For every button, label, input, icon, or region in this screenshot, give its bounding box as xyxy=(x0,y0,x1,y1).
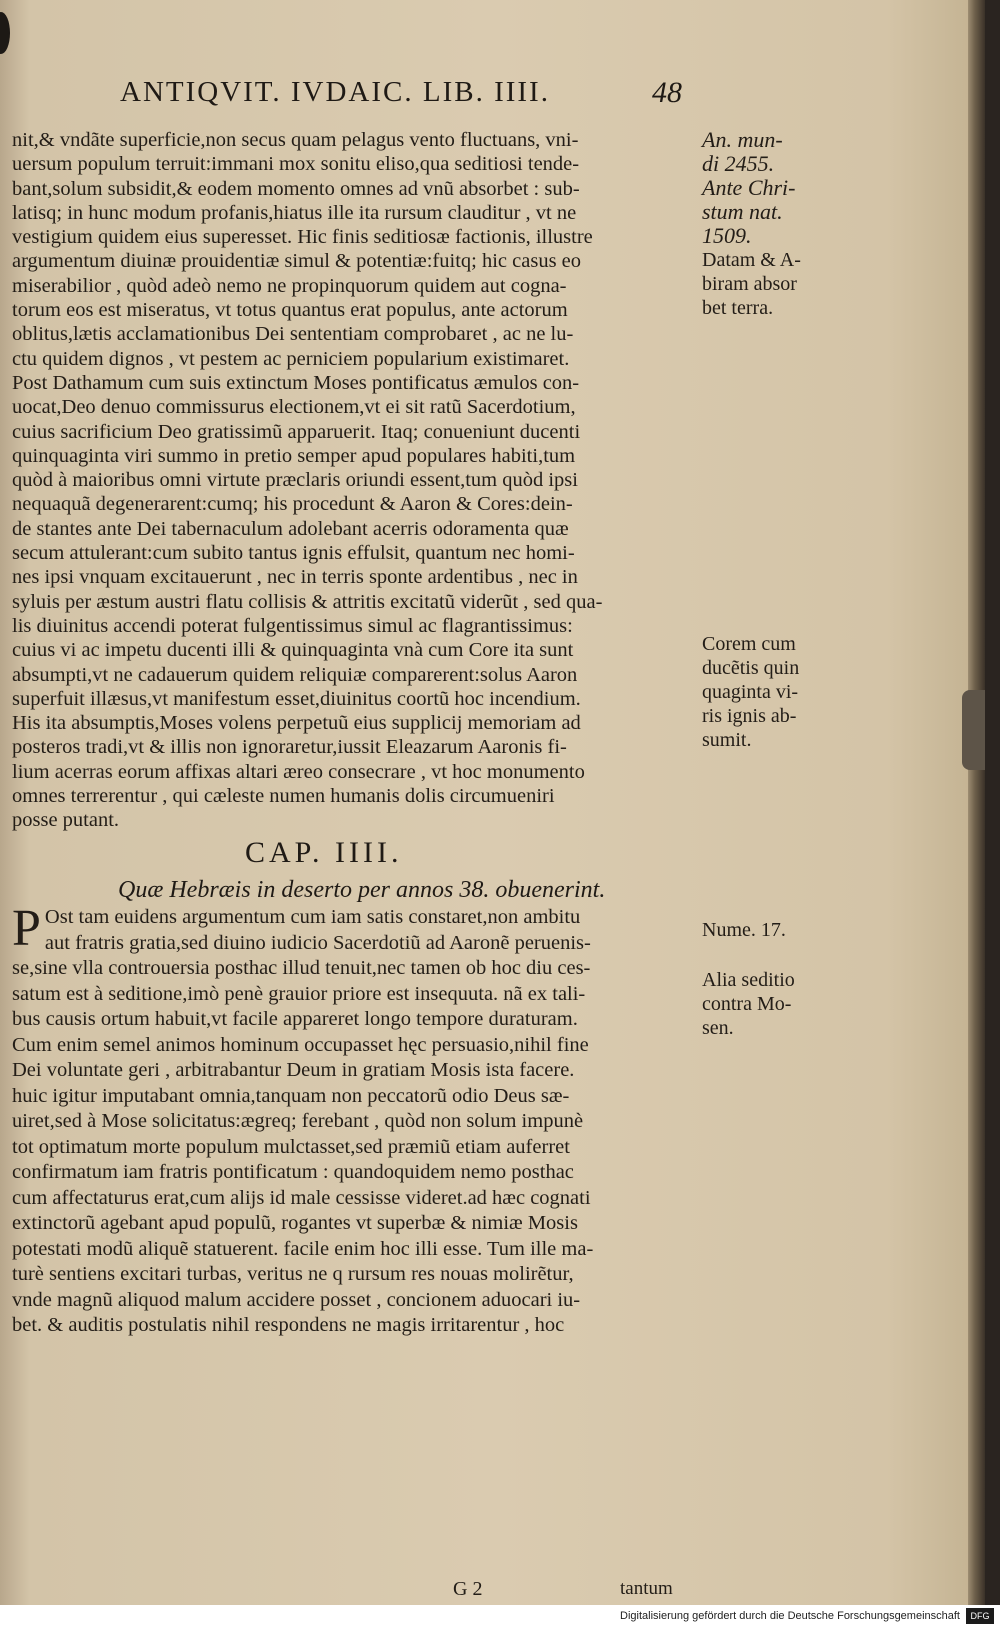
text-line: vestigium quidem eius superesset. Hic finis seditiosæ factionis, illustre xyxy=(12,226,593,249)
margin-note-line: ris ignis ab- xyxy=(702,705,797,727)
folio-number: 48 xyxy=(652,76,682,109)
text-line: absumpti,vt ne cadauerum quidem reliquiæ comparerent:solus Aaron xyxy=(12,663,578,686)
margin-note-line: ducẽtis quin xyxy=(702,657,800,679)
margin-notes-2 xyxy=(702,632,832,752)
text-line: quòd à maioribus omni virtute præclaris oriundi essent,tum quòd ipsi xyxy=(12,469,578,492)
drop-capital: P xyxy=(12,900,41,957)
text-line: aut fratris gratia,sed diuino iudicio Sacerdotiũ ad Aaronẽ peruenis- xyxy=(44,931,591,954)
text-line: cuius sacrificium Deo gratissimũ apparuerit. Itaq; conueniunt ducenti xyxy=(12,420,581,443)
text-line: Cum enim semel animos hominum occupasset hęc persuasio,nihil fine xyxy=(12,1033,589,1056)
chapter-subtitle: Quæ Hebræis in deserto per annos 38. obuenerint. xyxy=(118,877,606,903)
text-line: posteros tradi,vt & illis non ignoraretur,iussit Eleazarum Aaronis fi- xyxy=(12,736,567,759)
text-line: uiret,sed à Mose solicitatus:ægreq; ferebant , quòd non solum impunè xyxy=(12,1110,584,1132)
text-line: vnde magnũ aliquod malum accidere posset , concionem aduocari iu- xyxy=(12,1288,581,1311)
margin-note-line: quaginta vi- xyxy=(702,681,799,703)
binding-shadow xyxy=(0,12,10,54)
text-line: de stantes ante Dei tabernaculum adolebant acerris odoramenta quæ xyxy=(12,517,569,540)
text-line: torum eos est miseratus, vt totus quantus erat populus, ante actorum xyxy=(12,299,568,322)
text-line: cum affectaturus erat,cum alijs id male cessisse videret.ad hæc cognati xyxy=(12,1186,591,1209)
text-line: nequaquã degenerarent:cumq; his procedunt & Aaron & Cores:dein- xyxy=(12,493,573,516)
text-line: quinquaginta viri summo in pretio semper apud populares habiti,tum xyxy=(12,444,576,467)
dfg-logo: DFG xyxy=(966,1608,994,1624)
text-line: syluis per æstum austri flatu collisis & attritis excitatũ viderũt , sed qua- xyxy=(12,590,603,613)
margin-annus-mundi-2: di 2455. xyxy=(702,151,775,176)
text-block-2 xyxy=(12,900,694,1339)
margin-note-line: Datam & A- xyxy=(702,249,801,271)
page-edge xyxy=(968,0,985,1605)
margin-note-line: sen. xyxy=(702,1017,734,1039)
text-line: latisq; in hunc modum profanis,hiatus ille ita rursum clauditur , vt ne xyxy=(12,201,577,224)
text-line: Post Dathamum cum suis extinctum Moses pontificatus æmulos con- xyxy=(12,371,580,394)
margin-notes-1 xyxy=(702,128,832,320)
text-line: miserabilior , quòd adeò nemo ne propinquorum quidem aut cogna- xyxy=(12,274,567,297)
text-line: oblitus,lætis acclamationibus Dei sententiam comprobaret , ac ne lu- xyxy=(12,323,574,346)
text-block-1 xyxy=(12,128,694,833)
text-line: His ita absumptis,Moses volens perpetuũ eius supplicij memoriam ad xyxy=(12,712,581,735)
text-line: secum attulerant:cum subito tantus ignis effulsit, quantum nec homi- xyxy=(12,542,575,565)
text-line: lis diuinitus accendi poterat fulgentissimus simul ac flagrantissimus: xyxy=(12,614,573,637)
margin-annus-mundi: An. mun- xyxy=(702,127,783,152)
margin-note-line: Nume. 17. xyxy=(702,919,786,941)
margin-year: 1509. xyxy=(702,223,752,248)
margin-ante-christum: Ante Chri- xyxy=(702,175,796,200)
margin-note-line: Alia seditio xyxy=(702,969,795,991)
text-line: superfuit illæsus,vt manifestum esset,diuinitus coortũ hoc incendium. xyxy=(12,687,581,710)
text-line: huic igitur imputabant omnia,tanquam non peccatorũ odio Deus sæ- xyxy=(12,1084,570,1107)
margin-note-line: sumit. xyxy=(702,729,752,751)
signature-mark: G 2 xyxy=(453,1578,483,1600)
text-line: confirmatum iam fratris pontificatum : quandoquidem nemo posthac xyxy=(12,1161,574,1183)
margin-note-line: biram absor xyxy=(702,273,797,295)
text-line: lium acerras eorum affixas altari æreo consecrare , vt hoc monumento xyxy=(12,760,585,783)
chapter-heading: CAP. IIII. xyxy=(245,836,403,869)
text-line: bant,solum subsidit,& eodem momento omnes ad vnũ absorbet : sub- xyxy=(12,177,580,200)
text-line: extinctorũ agebant apud populũ, rogantes vt superbæ & nimiæ Mosis xyxy=(12,1212,578,1234)
text-line: ctu quidem dignos , vt pestem ac perniciem popularium existimaret. xyxy=(12,347,570,370)
text-line: cuius vi ac impetu ducenti illi & quinquaginta vnà cum Core ita sunt xyxy=(12,639,574,662)
text-line: omnes terrerentur , qui cæleste numen humanis dolis circumueniri xyxy=(12,785,555,808)
margin-notes-3 xyxy=(702,918,832,1040)
text-line: potestati modũ aliquẽ statuerent. facile enim hoc illi esse. Tum ille ma- xyxy=(12,1237,594,1260)
margin-note-line: bet terra. xyxy=(702,297,774,319)
footer-bar xyxy=(0,1605,1000,1628)
text-line: uocat,Deo denuo commissurus electionem,vt ei sit ratũ Sacerdotium, xyxy=(12,396,576,419)
text-line: satum est à seditione,imò penè grauior priore est insequuta. nã ex tali- xyxy=(12,982,586,1005)
text-line: turè sentiens excitari turbas, veritus ne q rursum res nouas molirẽtur, xyxy=(12,1263,574,1285)
running-head: ANTIQVIT. IVDAIC. LIB. IIII. xyxy=(120,76,550,108)
margin-note-line: contra Mo- xyxy=(702,993,792,1015)
margin-note-line: Corem cum xyxy=(702,633,796,655)
text-line: bus causis ortum habuit,vt facile appareret longo tempore duraturam. xyxy=(12,1008,578,1030)
text-line: nes ipsi vnquam excitauerunt , nec in terris sponte ardentibus , nec in xyxy=(12,566,578,589)
text-line: bet. & auditis postulatis nihil respondens ne magis irritarentur , hoc xyxy=(12,1314,565,1336)
text-line: uersum populum terruit:immani mox sonitu eliso,qua seditiosi tende- xyxy=(12,153,580,176)
funding-credit: Digitalisierung gefördert durch die Deutsche Forschungsgemeinschaft xyxy=(620,1610,960,1622)
margin-ante-christum-2: stum nat. xyxy=(702,199,783,224)
text-line: argumentum diuinæ prouidentiæ simul & potentiæ:fuitq; hic casus eo xyxy=(12,250,582,273)
text-line: Dei voluntate geri , arbitrabantur Deum in gratiam Mosis ista facere. xyxy=(12,1059,575,1081)
catchword: tantum xyxy=(620,1578,673,1599)
text-line: tot optimatum morte populum mulctasset,sed præmiũ etiam auferret xyxy=(12,1135,570,1158)
text-line: se,sine vlla controuersia posthac illud tenuit,nec tamen ob hoc diu ces- xyxy=(12,957,591,979)
text-line: posse putant. xyxy=(12,809,120,832)
bookmark-slip xyxy=(962,690,985,770)
text-line: Ost tam euidens argumentum cum iam satis constaret,non ambitu xyxy=(44,906,581,928)
text-line: nit,& vndãte superficie,non secus quam pelagus vento fluctuans, vni- xyxy=(12,129,579,151)
